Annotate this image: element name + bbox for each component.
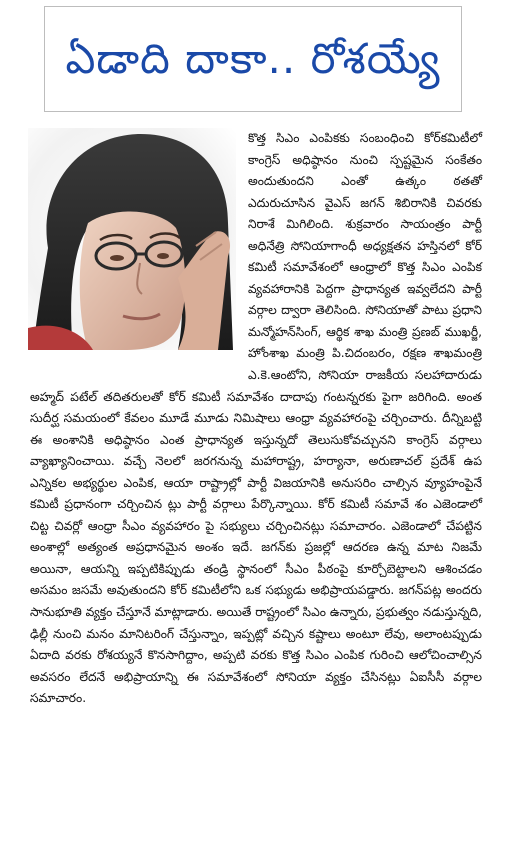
photo-float-spacer	[30, 128, 240, 386]
headline-box	[44, 6, 462, 112]
article-body	[30, 128, 482, 710]
article-text: కొత్త సిఎం ఎంపికకు సంబంధించి కోర్‌కమిటీలో కాంగ్రెస్ అధిష్ఠానం నుంచి స్పష్టమైన సంకేతం అందుతుందని ఎంతో ఉత్కం ఠతతో ఎదురుచూసిన వైఎస్ జగన్ శిబిరానికి చివరకు నిరాశే మిగిలింది. శుక్రవారం సాయంత్రం పార్టీ అధినేత్రి సోనియాగాంధీ అధ్యక్షతన హస్తినలో కోర్ కమిటీ సమావేశంలో ఆంధ్రాలో కొత్త సిఎం ఎంపిక వ్యవహారానికి పెద్దగా ప్రాధాన్యత ఇవ్వలేదని పార్టీ వర్గాల ద్వారా తెలిసింది. సోనియాతో పాటు ప్రధాని మన్మోహన్‌సింగ్, ఆర్థిక శాఖ మంత్రి ప్రణబ్ ముఖర్జీ, హోంశాఖ మంత్రి పి.చిదంబరం, రక్షణ శాఖమంత్రి ఎ.కె.ఆంటోని, సోనియా రాజకీయ సలహాదారుడు అహ్మద్ పటేల్ తదితరులతో కోర్ కమిటీ సమావేశం దాదాపు గంటన్నరకు పైగా జరిగింది. అంత సుదీర్ఘ సమయంలో కేవలం మూడే మూడు నిమిషాలు ఆంధ్రా వ్యవహారంపై చర్చించారు. దీన్నిబట్టి ఈ అంశానికి అధిష్ఠానం ఎంత ప్రాధాన్యత ఇస్తున్నదో తెలుసుకోవచ్చునని కాంగ్రెస్ వర్గాలు వ్యాఖ్యానించాయి. వచ్చే నెలలో జరగనున్న మహారాష్ట్ర, హర్యానా, అరుణాచల్ ప్రదేశ్ ఉప ఎన్నికల అభ్యర్థుల ఎంపిక, ఆయా రాష్ట్రాల్లో పార్టీ విజయానికి అనుసరిం చాల్సిన వ్యూహంపైనే కమిటీ ప్రధానంగా చర్చించిన ట్లు పార్టీ వర్గాలు పేర్కొన్నాయి. కోర్ కమిటీ సమావే శం ఎజెండాలో చిట్ట చివర్లో ఆంధ్రా సీఎం వ్యవహారం పై సభ్యులు చర్చించినట్లు సమాచారం. ఎజెండాలో చేపట్టిన అంశాల్లో అత్యంత అప్రధానమైన అంశం ఇదే. జగన్‌కు ప్రజల్లో ఆదరణ ఉన్న మాట నిజమే అయినా, ఆయన్ని ఇప్పటికిప్పుడు తండ్రి స్థానంలో సీఎం పీఠంపై కూర్చోబెట్టాలని ఆశించడం అసమం జసమే అవుతుందని కోర్ కమిటీలోని ఒక సభ్యుడు అభిప్రాయపడ్డారు. జగన్‌పట్ల అందరు సానుభూతి వ్యక్తం చేస్తూనే మాట్లాడారు. అయితే రాష్ట్రంలో సిఎం ఉన్నారు, ప్రభుత్వం నడుస్తున్నది, ఢిల్లీ నుంచి మనం మానిటరింగ్ చేస్తున్నాం, ఇప్పట్లో వచ్చిన కష్టాలు అంటూ లేవు, అలాంటప్పుడు ఏదాది వరకు రోశయ్యనే కొనసాగిద్దాం, అప్పటి వరకు కొత్త సిఎం ఎంపిక గురించి ఆలోచించాల్సిన అవసరం లేదనే అభిప్రాయాన్ని ఈ సమావేశంలో సోనియా వ్యక్తం చేసినట్లు ఏఐసీసీ వర్గాల సమాచారం.	[30, 131, 482, 706]
headline: ఏడాది దాకా.. రోశయ్యే	[65, 34, 441, 83]
